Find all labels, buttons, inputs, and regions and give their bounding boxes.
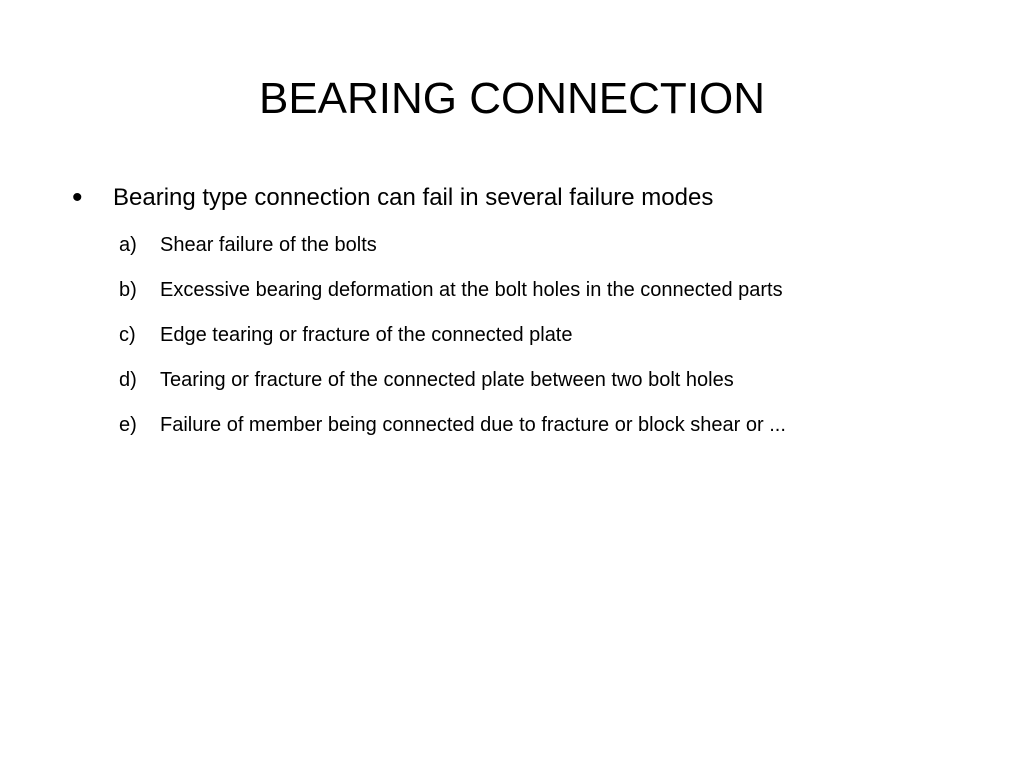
list-item-text: Edge tearing or fracture of the connected plate	[160, 324, 573, 346]
slide-title: BEARING CONNECTION	[258, 74, 766, 123]
list-item-text: Excessive bearing deformation at the bolt holes in the connected parts	[160, 279, 783, 301]
main-bullet-text: Bearing type connection can fail in several failure modes	[113, 184, 714, 211]
main-bullet	[72, 180, 713, 216]
list-item	[119, 365, 786, 410]
list-item-marker: b)	[119, 279, 137, 301]
list-item-marker: a)	[119, 234, 137, 256]
list-item-marker: c)	[119, 324, 136, 346]
list-item	[119, 275, 786, 320]
bullet-icon: •	[72, 181, 83, 214]
list-item	[119, 410, 786, 455]
list-item-text: Shear failure of the bolts	[160, 234, 377, 256]
list-item	[119, 320, 786, 365]
list-item	[119, 230, 786, 275]
list-item-text: Tearing or fracture of the connected plate between two bolt holes	[160, 369, 734, 391]
failure-modes-list	[119, 230, 786, 455]
list-item-marker: d)	[119, 369, 137, 391]
list-item-text: Failure of member being connected due to fracture or block shear or ...	[160, 414, 786, 436]
list-item-marker: e)	[119, 414, 137, 436]
